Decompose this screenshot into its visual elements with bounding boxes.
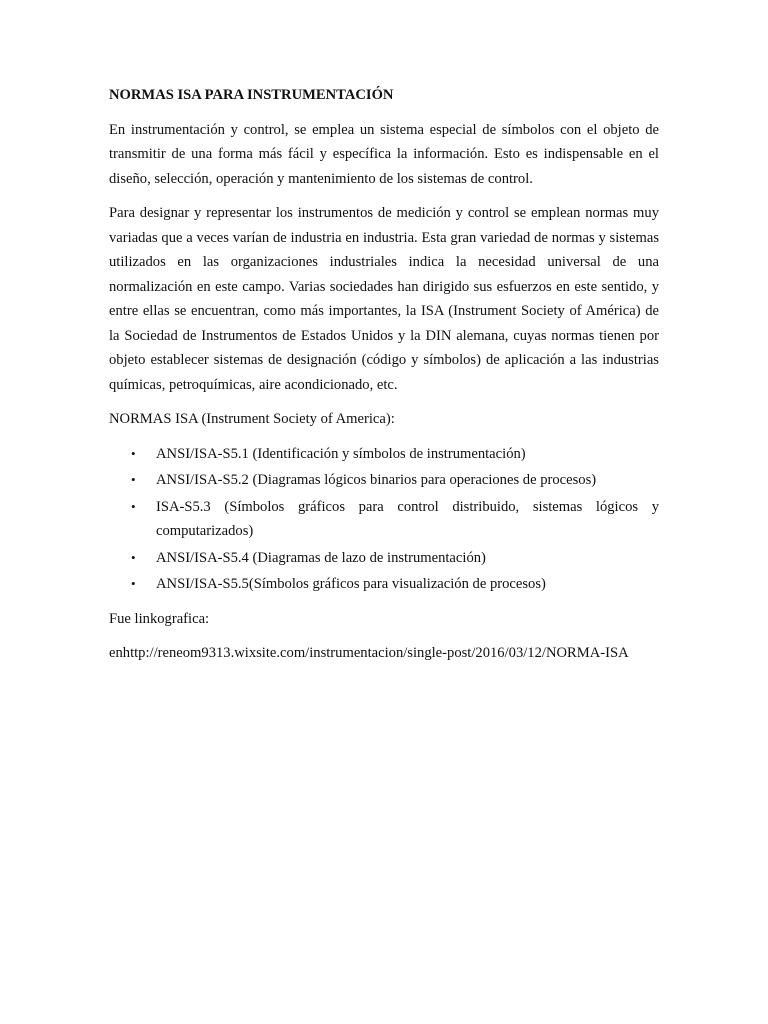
list-item-text: ANSI/ISA-S5.1 (Identificación y símbolos de instrumentación) <box>156 445 526 462</box>
standards-paragraph: Para designar y representar los instrumentos de medición y control se emplean normas muy variadas que a veces varían de industria en industria. Esta gran variedad de normas y sistemas utilizados en las organizaciones industriales indica la necesidad universal de una normalización en este campo. Varias sociedades han dirigido sus esfuerzos en este sentido, y entre ellas se encuentran, como más importantes, la ISA (Instrument Society of América) de la Sociedad de Instrumentos de Estados Unidos y la DIN alemana, cuyas normas tienen por objeto establecer sistemas de designación (código y símbolos) de aplicación a las industrias químicas, petroquímicas, aire acondicionado, etc. <box>109 205 659 393</box>
bullet-icon: • <box>131 498 136 514</box>
list-item-text: ANSI/ISA-S5.4 (Diagramas de lazo de instrumentación) <box>156 549 486 566</box>
list-item <box>109 468 659 493</box>
bullet-icon: • <box>131 549 136 565</box>
source-label: Fue linkografica: <box>109 610 210 627</box>
bullet-icon: • <box>131 472 136 487</box>
document-title: NORMAS ISA PARA INSTRUMENTACIÓN <box>109 87 394 103</box>
list-item-text: ISA-S5.3 (Símbolos gráficos para control distribuido, sistemas lógicos y computarizados) <box>156 498 659 539</box>
intro-paragraph: En instrumentación y control, se emplea un sistema especial de símbolos con el objeto de transmitir de una forma más fácil y específica la información. Esto es indispensable en el diseño, selección, operación y mantenimiento de los sistemas de control. <box>109 121 659 187</box>
list-item <box>109 495 659 544</box>
bullet-icon: • <box>131 445 136 461</box>
list-heading: NORMAS ISA (Instrument Society of America): <box>109 411 395 427</box>
source-url: enhttp://reneom9313.wixsite.com/instrumentacion/single-post/2016/03/12/NORMA-ISA <box>109 645 629 661</box>
list-item <box>109 546 659 571</box>
list-item-text: ANSI/ISA-S5.5(Símbolos gráficos para visualización de procesos) <box>156 576 546 592</box>
bullet-icon: • <box>131 576 136 591</box>
list-item-text: ANSI/ISA-S5.2 (Diagramas lógicos binarios para operaciones de procesos) <box>156 472 597 488</box>
list-item <box>109 442 659 467</box>
list-item <box>109 572 659 597</box>
document-page <box>109 83 659 676</box>
standards-list <box>109 442 659 597</box>
